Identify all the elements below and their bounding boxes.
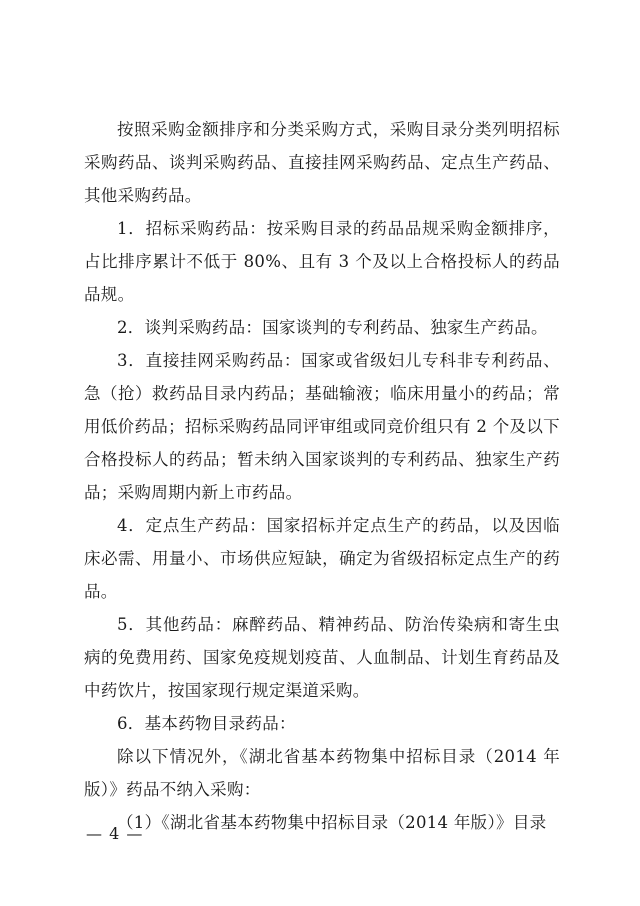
paragraph-item-1: 1．招标采购药品：按采购目录的药品品规采购金额排序，占比排序累计不低于 80%、且有 3 个及以上合格投标人的药品品规。 xyxy=(84,219,560,304)
paragraph-item-6: 6．基本药物目录药品： xyxy=(117,714,296,733)
paragraph-item-4: 4．定点生产药品：国家招标并定点生产的药品，以及因临床必需、用量小、市场供应短缺，确定为省级招标定点生产的药品。 xyxy=(84,516,560,601)
paragraph-item-3: 3．直接挂网采购药品：国家或省级妇儿专科非专利药品、急（抢）救药品目录内药品；基础输液；临床用量小的药品；常用低价药品；招标采购药品同评审组或同竞价组只有 2 个及以下合格投标人的药品；暂未纳入国家谈判的专利药品、独家生产药品；采购周期内新上市药品。 xyxy=(84,351,560,502)
paragraph-item-5: 5．其他药品：麻醉药品、精神药品、防治传染病和寄生虫病的免费用药、国家免疫规划疫苗、人血制品、计划生育药品及中药饮片，按国家现行规定渠道采购。 xyxy=(84,615,560,700)
paragraph-intro: 按照采购金额排序和分类采购方式，采购目录分类列明招标采购药品、谈判采购药品、直接挂网采购药品、定点生产药品、其他采购药品。 xyxy=(84,120,560,205)
paragraph-sub-item-1: （1）《湖北省基本药物集中招标目录（2014 年版）》目录 xyxy=(117,813,547,832)
page-number: — 4 — xyxy=(86,824,144,843)
body-text xyxy=(84,113,560,839)
paragraph-item-2: 2．谈判采购药品：国家谈判的专利药品、独家生产药品。 xyxy=(117,318,548,337)
paragraph-exceptions: 除以下情况外，《湖北省基本药物集中招标目录（2014 年版）》药品不纳入采购： xyxy=(84,747,560,799)
